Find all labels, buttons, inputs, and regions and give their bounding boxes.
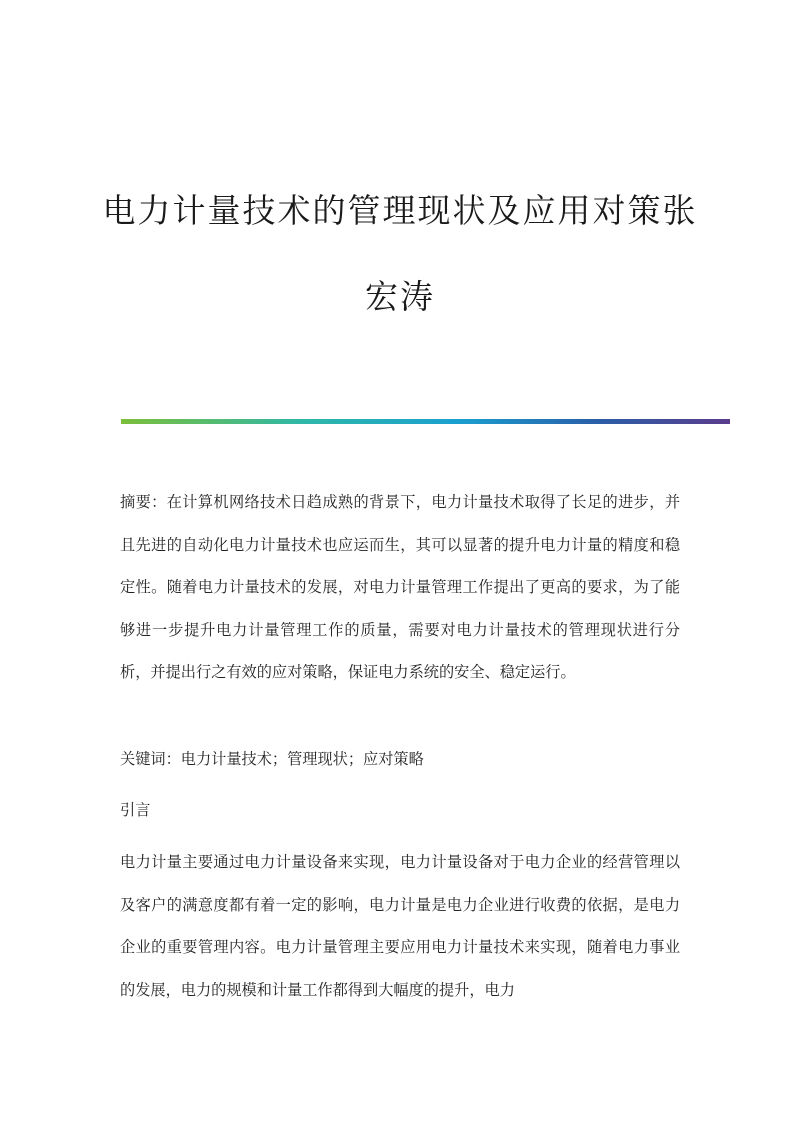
introduction-section	[120, 841, 680, 1011]
keywords-line: 关键词：电力计量技术；管理现状；应对策略	[120, 750, 424, 768]
introduction-paragraph: 电力计量主要通过电力计量设备来实现，电力计量设备对于电力企业的经营管理以及客户的满意度都有着一定的影响，电力计量是电力企业进行收费的依据，是电力企业的重要管理内容。电力计量管理主要应用电力计量技术来实现，随着电力事业的发展，电力的规模和计量工作都得到大幅度的提升，电力	[120, 853, 680, 999]
abstract-section	[120, 481, 680, 694]
introduction-heading: 引言	[120, 801, 151, 819]
document-title: 电力计量技术的管理现状及应用对策张	[102, 191, 698, 230]
document-title-continued: 宏涛	[365, 277, 435, 316]
title-divider	[121, 419, 730, 424]
abstract-text: 摘要：在计算机网络技术日趋成熟的背景下，电力计量技术取得了长足的进步，并且先进的自动化电力计量技术也应运而生，其可以显著的提升电力计量的精度和稳定性。随着电力计量技术的发展，对电力计量管理工作提出了更高的要求，为了能够进一步提升电力计量管理工作的质量，需要对电力计量技术的管理现状进行分析，并提出行之有效的应对策略，保证电力系统的安全、稳定运行。	[120, 493, 680, 681]
